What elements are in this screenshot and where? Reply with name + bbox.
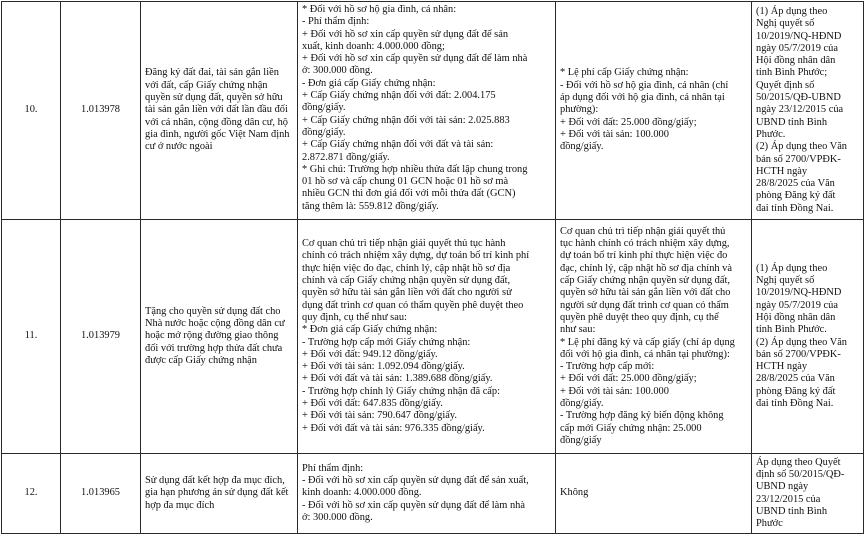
procedure-name: Đăng ký đất đai, tài sản gắn liền với đất, cấp Giấy chứng nhận quyền sử dụng đất, quyền sở hữu tài sản gắn liền với đất lần đầu đối với cá nhân, cộng đồng dân cư, hộ gia đình, người gốc Việt Nam định cư ở nước ngoài <box>141 2 298 220</box>
fee-line: ở: 300.000 đồng. <box>302 511 373 523</box>
basis-line: Quyết định số <box>756 79 815 91</box>
fee-cell <box>298 220 556 454</box>
basis-line: tỉnh Bình Phước. <box>756 324 827 336</box>
charge-line: như sau: <box>560 324 596 336</box>
charge-line: đồng/giấy <box>560 434 602 446</box>
fee-cell <box>298 454 556 534</box>
table-row <box>2 2 864 220</box>
row-number: 10. <box>2 2 61 220</box>
charge-line: tục hành chính có trách nhiệm xây dựng, <box>560 238 730 250</box>
basis-line: 23/12/2015 của <box>756 493 821 505</box>
basis-line: bản số 2700/VPĐK- <box>756 348 841 360</box>
charge-line: + Đối với đất: 25.000 đồng/giấy; <box>560 116 697 128</box>
basis-line: phòng Đăng ký đất <box>756 190 836 202</box>
fee-line: Phí thẩm định: <box>302 462 364 474</box>
charge-line: dự toán bố trí kinh phí thực hiện việc đo <box>560 250 728 262</box>
fee-line: + Đối với đất: 647.835 đồng/giấy. <box>302 397 443 409</box>
fee-line: thực hiện việc đo đạc, chỉnh lý, cập nhật hồ sơ địa <box>302 262 511 274</box>
basis-line: Áp dụng theo Quyết <box>756 456 841 468</box>
basis-line: UBND ngày <box>756 481 809 493</box>
charge-line: phường): <box>560 104 599 116</box>
charge-line: đồng/giấy. <box>560 141 604 153</box>
fee-line: - Trường hợp cấp mới Giấy chứng nhận: <box>302 336 471 348</box>
basis-line: Nghị quyết số <box>756 275 815 287</box>
charge-cell <box>556 220 752 454</box>
procedure-code: 1.013978 <box>61 2 141 220</box>
charge-line: * Lệ phí cấp Giấy chứng nhận: <box>560 67 689 79</box>
basis-line: (1) Áp dụng theo <box>756 262 828 274</box>
table-row <box>2 454 864 534</box>
basis-line: 50/2015/QĐ-UBND <box>756 92 841 104</box>
fee-line: + Đối với đất và tài sản: 1.389.688 đồng/giấy. <box>302 373 493 385</box>
charge-line: cấp mới Giấy chứng nhận: 25.000 <box>560 422 702 434</box>
fee-line: - Đối với hồ sơ xin cấp quyền sử dụng đất để làm nhà <box>302 499 525 511</box>
basis-line: định số 50/2015/QĐ- <box>756 468 845 480</box>
basis-line: đai tỉnh Đồng Nai. <box>756 397 834 409</box>
fee-line: 01 hồ sơ và cấp chung 01 GCN hoặc 01 hồ sơ mà <box>302 176 509 188</box>
fee-line: 2.872.871 đồng/giấy. <box>302 151 390 163</box>
fee-line: + Đối với tài sản: 1.092.094 đồng/giấy. <box>302 361 465 373</box>
fee-table <box>1 1 864 534</box>
charge-line: người sử dụng đất trình cơ quan có thẩm <box>560 299 729 311</box>
basis-line: ngày 23/12/2015 của <box>756 104 844 116</box>
fee-line: dụng đất trình cơ quan có thẩm quyền phê duyệt theo <box>302 299 524 311</box>
charge-line: + Đối với tài sản: 100.000 <box>560 385 669 397</box>
charge-line: đồng/giấy. <box>560 397 604 409</box>
charge-line: Cơ quan chủ trì tiếp nhận giải quyết thủ <box>560 225 726 237</box>
basis-line: phòng Đăng ký đất <box>756 385 836 397</box>
charge-line: đối với hộ gia đình, cá nhân tại phường): <box>560 348 730 360</box>
charge-line: - Trường hợp đăng ký biến động không <box>560 410 724 422</box>
fee-line: * Đối với hồ sơ hộ gia đình, cá nhân: <box>302 4 457 15</box>
fee-line: ở: 300.000 đồng. <box>302 65 373 77</box>
basis-line: 10/2019/NQ-HĐND <box>756 287 842 299</box>
procedure-name: Sử dụng đất kết hợp đa mục đích, gia hạn phương án sử dụng đất kết hợp đa mục đích <box>141 454 298 534</box>
fee-line: - Đối với hồ sơ xin cấp quyền sử dụng đất để sản xuất, <box>302 475 529 487</box>
fee-line: + Cấp Giấy chứng nhận đối với tài sản: 2.025.883 <box>302 114 510 126</box>
charge-line: cấp Giấy chứng nhận quyền sử dụng đất, <box>560 275 730 287</box>
charge-cell <box>556 2 752 220</box>
basis-line: Nghị quyết số <box>756 18 815 30</box>
fee-line: chính và cấp Giấy chứng nhận quyền sử dụng đất, <box>302 275 511 287</box>
basis-line: HCTH ngày <box>756 361 808 373</box>
fee-line: - Đơn giá cấp Giấy chứng nhận: <box>302 77 436 89</box>
fee-cell <box>298 2 556 220</box>
basis-line: Phước. <box>756 128 786 140</box>
basis-line: UBND tỉnh Bình <box>756 505 828 517</box>
charge-line: quyền phê duyệt theo quy định, cụ thể <box>560 311 719 323</box>
fee-line: quy định, cụ thể như sau: <box>302 311 407 323</box>
fee-line: + Cấp Giấy chứng nhận đối với đất và tài sản: <box>302 139 494 151</box>
fee-line: + Đối với đất và tài sản: 976.335 đồng/giấy. <box>302 422 485 434</box>
basis-line: tỉnh Bình Phước; <box>756 67 828 79</box>
legal-basis-cell <box>752 220 864 454</box>
fee-line: + Cấp Giấy chứng nhận đối với đất: 2.004.175 <box>302 90 496 102</box>
row-number: 11. <box>2 220 61 454</box>
basis-line: ngày 05/7/2019 của <box>756 42 838 54</box>
basis-line: bản số 2700/VPĐK- <box>756 153 841 165</box>
charge-cell <box>556 454 752 534</box>
fee-line: + Đối với hồ sơ xin cấp quyền sử dụng đất để sản <box>302 28 509 40</box>
basis-line: đai tỉnh Đồng Nai. <box>756 202 834 214</box>
fee-line: + Đối với tài sản: 790.647 đồng/giấy. <box>302 410 457 422</box>
procedure-code: 1.013979 <box>61 220 141 454</box>
basis-line: 10/2019/NQ-HĐND <box>756 30 842 42</box>
fee-line: đồng/giấy. <box>302 126 346 138</box>
basis-line: Phước <box>756 518 783 530</box>
fee-line: xuất, kinh doanh: 4.000.000 đồng; <box>302 40 445 52</box>
fee-line: chính có trách nhiệm xây dựng, dự toán bố trí kinh phí <box>302 250 530 262</box>
fee-line: Cơ quan chủ trì tiếp nhận giải quyết thủ tục hành <box>302 238 506 250</box>
fee-line: tăng thêm là: 559.812 đồng/giấy. <box>302 200 439 212</box>
basis-line: 28/8/2025 của Văn <box>756 373 835 385</box>
fee-line: + Đối với hồ sơ xin cấp quyền sử dụng đất để làm nhà <box>302 53 528 65</box>
procedure-name: Tặng cho quyền sử dụng đất cho Nhà nước hoặc cộng đồng dân cư hoặc mở rộng đường giao thông đối với trường hợp thửa đất chưa được cấp Giấy chứng nhận <box>141 220 298 454</box>
charge-line: + Đối với đất: 25.000 đồng/giấy; <box>560 373 697 385</box>
fee-line: - Trường hợp chỉnh lý Giấy chứng nhận đã cấp: <box>302 385 500 397</box>
charge-line: Không <box>560 487 589 499</box>
basis-line: HCTH ngày <box>756 165 808 177</box>
basis-line: (1) Áp dụng theo <box>756 5 828 17</box>
basis-line: Hội đồng nhân dân <box>756 55 836 67</box>
charge-line: - Trường hợp cấp mới: <box>560 361 655 373</box>
fee-line: kinh doanh: 4.000.000 đồng. <box>302 487 422 499</box>
row-number: 12. <box>2 454 61 534</box>
charge-line: quyền sở hữu tài sản gắn liền với đất cho <box>560 287 731 299</box>
basis-line: Hội đồng nhân dân <box>756 311 836 323</box>
basis-line: (2) Áp dụng theo Văn <box>756 141 847 153</box>
fee-line: * Ghi chú: Trường hợp nhiều thửa đất lập chung trong <box>302 163 528 175</box>
fee-line: + Đối với đất: 949.12 đồng/giấy. <box>302 348 438 360</box>
procedure-code: 1.013965 <box>61 454 141 534</box>
legal-basis-cell <box>752 2 864 220</box>
charge-line: áp dụng đối với hộ gia đình, cá nhân tại <box>560 92 725 104</box>
charge-line: + Đối với tài sản: 100.000 <box>560 128 669 140</box>
charge-line: đạc, chỉnh lý, cập nhật hồ sơ địa chính và <box>560 262 732 274</box>
basis-line: (2) Áp dụng theo Văn <box>756 336 847 348</box>
fee-line: nhiều GCN thì đơn giá đối với mỗi thửa đất (GCN) <box>302 188 516 200</box>
basis-line: 28/8/2025 của Văn <box>756 178 835 190</box>
table-row <box>2 220 864 454</box>
fee-line: quyền sở hữu tài sản gắn liền với đất cho người sử <box>302 287 512 299</box>
fee-line: đồng/giấy. <box>302 102 346 114</box>
charge-line: * Lệ phí đăng ký và cấp giấy (chỉ áp dụng <box>560 336 735 348</box>
fee-line: * Đơn giá cấp Giấy chứng nhận: <box>302 324 438 336</box>
legal-basis-cell <box>752 454 864 534</box>
charge-line: - Đối với hồ sơ hộ gia đình, cá nhân (chỉ <box>560 79 729 91</box>
fee-line: - Phí thẩm định: <box>302 16 370 28</box>
basis-line: UBND tỉnh Bình <box>756 116 828 128</box>
basis-line: ngày 05/7/2019 của <box>756 299 838 311</box>
